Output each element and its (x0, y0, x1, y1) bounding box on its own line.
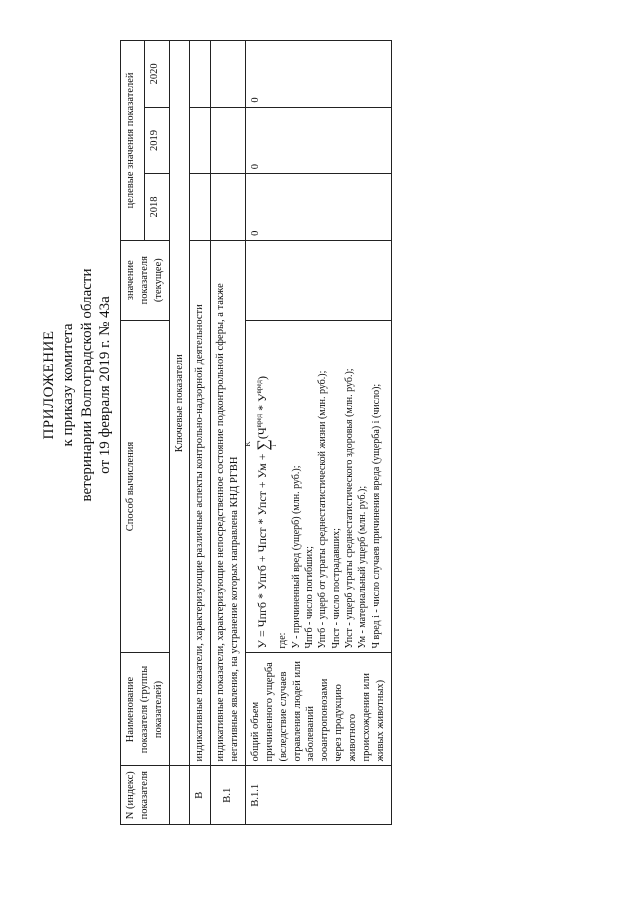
table-row (190, 41, 211, 825)
row-value-2020 (211, 41, 246, 108)
sum-operator (244, 439, 278, 451)
row-index: В.1 (211, 766, 246, 825)
section-index-cell (169, 766, 190, 825)
calculation-method (246, 320, 392, 653)
formula-mid: * У (255, 393, 270, 414)
formula-end: ) (255, 376, 270, 381)
row-value-2020 (190, 41, 211, 108)
definition-line: где: (277, 632, 289, 649)
definition-line: У - причиненный вред (ущерб) (млн. руб.); (290, 465, 302, 649)
definition-line: Упгб - ущерб от утраты среднестатистической жизни (млн. руб.); (317, 370, 329, 649)
header-year-2020: 2020 (145, 41, 169, 108)
table-header-row (121, 41, 145, 825)
row-value-2019 (211, 107, 246, 174)
sum-lower-limit: i (269, 444, 278, 447)
definition-line: Чпст - число пострадавших; (330, 528, 342, 649)
indicator-name: общий объем причиненного ущерба (вследствие случаев отравления людей или заболеваний зооантропонозами через продукцию животного происхождения или живых животных) (246, 653, 392, 766)
row-value-2019 (190, 107, 211, 174)
row-value-2018 (190, 174, 211, 241)
section-row (169, 41, 190, 825)
current-value-cell (246, 240, 392, 320)
definition-line: Ум - материальный ущерб (млн. руб.); (357, 485, 369, 649)
formula-left: У = Чпгб * Упгб + Чпст * Упст + Ум + (255, 450, 270, 649)
sigma-icon: ∑ (255, 439, 273, 451)
formula-sup-1: вред (255, 413, 264, 428)
row-index: В.1.1 (246, 766, 392, 825)
definition-line: Упст - ущерб утраты среднестатистического здоровья (млн. руб.); (344, 368, 356, 649)
appendix-line-1: к приказу комитета (59, 323, 76, 447)
sum-upper-limit: K (244, 441, 253, 447)
damage-formula (244, 325, 278, 649)
row-text: индикативные показатели, характеризующие различные аспекты контрольно-надзорной деятельности (190, 240, 211, 766)
header-method: Способ вычисления (121, 320, 170, 653)
target-2020: 0 (246, 41, 392, 108)
header-index: N (индекс) показателя (121, 766, 170, 825)
row-index: В (190, 766, 211, 825)
table-row (211, 41, 246, 825)
appendix-title: ПРИЛОЖЕНИЕ (41, 330, 57, 440)
appendix-header (40, 155, 115, 615)
appendix-line-3: от 19 февраля 2019 г. № 43а (97, 296, 114, 474)
table-row (246, 41, 392, 825)
section-key-indicators: Ключевые показатели (169, 41, 190, 766)
target-2018: 0 (246, 174, 392, 241)
appendix-line-2: ветеринарии Волгоградской области (78, 268, 95, 502)
row-text: индикативные показатели, характеризующие непосредственное состояние подконтрольной сферы, а также негативные явления, на устранение которых направлена КНД РГВН (211, 240, 246, 766)
definition-line: Ч вред i - число случаев причинения вреда (ущерба) i (число); (370, 383, 382, 649)
header-name: Наименование показателя (группы показателей) (121, 653, 170, 766)
header-year-2018: 2018 (145, 174, 169, 241)
indicators-table (120, 40, 392, 825)
header-year-2019: 2019 (145, 107, 169, 174)
header-targets: целевые значения показателей (121, 41, 145, 241)
header-current: значение показателя (текущее) (121, 240, 170, 320)
definition-line: Чпгб - число погибших; (303, 546, 315, 649)
target-2019: 0 (246, 107, 392, 174)
formula-sup-2: вред (255, 380, 264, 394)
row-value-2018 (211, 174, 246, 241)
formula-tail: (Ч (255, 427, 270, 440)
